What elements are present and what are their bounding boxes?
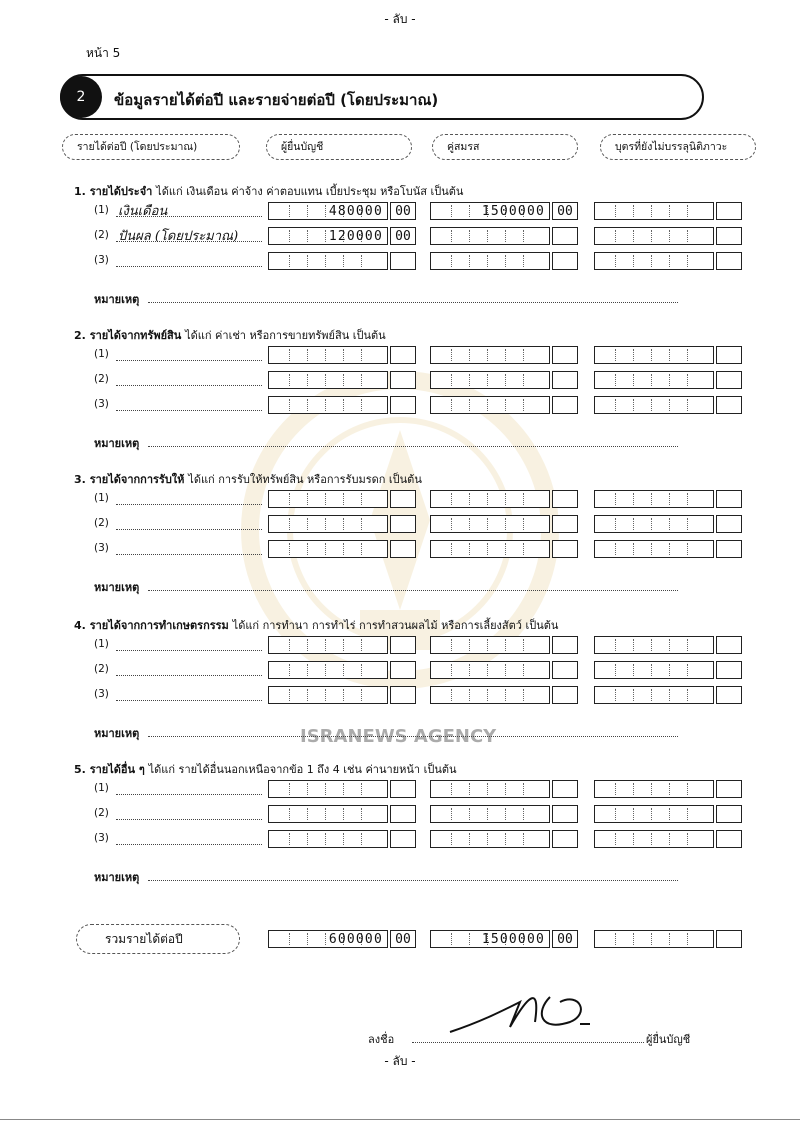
spouse-amount-main[interactable] <box>430 227 550 245</box>
filer-amount-main-value: 120000 <box>328 229 383 244</box>
child-amount-main[interactable] <box>594 202 714 220</box>
child-amount-dec-value <box>717 203 741 221</box>
child-amount-dec-value <box>717 637 741 655</box>
child-amount-dec-value <box>717 491 741 509</box>
spouse-amount-main[interactable] <box>430 805 550 823</box>
child-amount-dec-value <box>717 253 741 271</box>
child-amount-dec-value <box>717 687 741 705</box>
row-label: (3) <box>94 254 109 266</box>
page-bottom-rule <box>0 1119 800 1120</box>
filer-amount-main-value <box>273 806 383 824</box>
secret-header: - ลับ - <box>384 12 416 26</box>
row-description-line <box>116 640 262 651</box>
filer-amount-dec[interactable] <box>390 346 416 364</box>
row-label: (2) <box>94 807 109 819</box>
filer-amount-dec[interactable] <box>390 371 416 389</box>
filer-amount-main-value <box>273 637 383 655</box>
child-amount-main[interactable] <box>594 686 714 704</box>
filer-amount-dec-value: 00 <box>395 204 411 219</box>
filer-amount-main-value <box>273 253 383 271</box>
spouse-amount-dec[interactable] <box>552 346 578 364</box>
spouse-amount-dec-value <box>553 397 577 415</box>
secret-footer: - ลับ - <box>384 1054 416 1068</box>
child-amount-dec[interactable] <box>716 202 742 220</box>
spouse-amount-dec-value <box>553 541 577 559</box>
row-label: (1) <box>94 204 109 216</box>
section-heading: รายได้อื่น ๆ <box>89 763 145 776</box>
filer-amount-dec[interactable] <box>390 202 416 220</box>
total-filer-main-value: 600000 <box>328 932 383 947</box>
filer-amount-main[interactable] <box>268 805 388 823</box>
note-label: หมายเหตุ <box>94 581 140 594</box>
section-heading: รายได้จากการรับให้ <box>89 473 185 486</box>
child-amount-main[interactable] <box>594 396 714 414</box>
row-description-line <box>116 494 262 505</box>
child-amount-dec[interactable] <box>716 490 742 508</box>
section-number: 1. <box>74 185 86 198</box>
child-amount-main[interactable] <box>594 805 714 823</box>
filer-amount-main-value <box>273 372 383 390</box>
row-description-line <box>116 350 262 361</box>
filer-amount-main[interactable] <box>268 371 388 389</box>
filer-amount-main[interactable] <box>268 780 388 798</box>
child-amount-dec[interactable] <box>716 371 742 389</box>
filer-amount-dec[interactable] <box>390 636 416 654</box>
section-number: 4. <box>74 619 86 632</box>
section-heading: รายได้จากทรัพย์สิน <box>89 329 182 342</box>
spouse-amount-main-value <box>435 228 545 246</box>
total-child-dec[interactable] <box>716 930 742 948</box>
child-amount-dec[interactable] <box>716 661 742 679</box>
filer-amount-dec[interactable] <box>390 540 416 558</box>
child-amount-dec[interactable] <box>716 686 742 704</box>
spouse-amount-dec-value <box>553 491 577 509</box>
row-label: (2) <box>94 517 109 529</box>
section-title-1 <box>74 182 463 200</box>
child-amount-main[interactable] <box>594 780 714 798</box>
page-number: หน้า 5 <box>86 46 121 60</box>
filer-amount-dec-value <box>391 831 415 849</box>
filer-amount-main-value <box>273 491 383 509</box>
spouse-amount-main[interactable] <box>430 490 550 508</box>
child-amount-main[interactable] <box>594 371 714 389</box>
filer-amount-dec[interactable] <box>390 686 416 704</box>
spouse-amount-main-value <box>435 662 545 680</box>
total-spouse-main-value: 1500000 <box>481 932 545 947</box>
filer-amount-main[interactable] <box>268 396 388 414</box>
child-amount-main-value <box>599 541 709 559</box>
spouse-amount-dec[interactable] <box>552 661 578 679</box>
filer-amount-main[interactable] <box>268 686 388 704</box>
filer-amount-dec[interactable] <box>390 396 416 414</box>
spouse-amount-main-value <box>435 781 545 799</box>
filer-amount-dec[interactable] <box>390 830 416 848</box>
child-amount-main[interactable] <box>594 227 714 245</box>
child-amount-dec[interactable] <box>716 227 742 245</box>
note-line <box>148 726 678 737</box>
spouse-amount-main-value: 1500000 <box>481 204 545 219</box>
total-label: รวมรายได้ต่อปี <box>76 924 240 954</box>
spouse-amount-dec[interactable] <box>552 490 578 508</box>
section-number: 5. <box>74 763 86 776</box>
child-amount-main[interactable] <box>594 490 714 508</box>
section-description: ได้แก่ เงินเดือน ค่าจ้าง ค่าตอบแทน เบี้ยประชุม หรือโบนัส เป็นต้น <box>156 185 464 198</box>
filer-amount-dec[interactable] <box>390 515 416 533</box>
total-filer-dec[interactable] <box>390 930 416 948</box>
section-title-2 <box>74 326 386 344</box>
row-description-line <box>116 809 262 820</box>
filer-column-label: ผู้ยื่นบัญชี <box>266 134 412 160</box>
total-child-dec-value <box>717 931 741 949</box>
row-description-line <box>116 665 262 676</box>
filer-amount-dec[interactable] <box>390 252 416 270</box>
spouse-amount-main[interactable] <box>430 515 550 533</box>
row-label: (3) <box>94 398 109 410</box>
row-handwritten-text: เงินเดือน <box>118 204 168 219</box>
spouse-amount-dec[interactable] <box>552 636 578 654</box>
child-amount-main-value <box>599 491 709 509</box>
row-label: (2) <box>94 229 109 241</box>
child-amount-dec-value <box>717 372 741 390</box>
spouse-amount-main-value <box>435 516 545 534</box>
row-label: (1) <box>94 782 109 794</box>
spouse-amount-dec[interactable] <box>552 252 578 270</box>
child-amount-main-value <box>599 781 709 799</box>
spouse-amount-dec-value <box>553 806 577 824</box>
child-amount-main-value <box>599 397 709 415</box>
spouse-amount-main-value <box>435 637 545 655</box>
row-label: (1) <box>94 492 109 504</box>
note-label: หมายเหตุ <box>94 727 140 740</box>
section-description: ได้แก่ การรับให้ทรัพย์สิน หรือการรับมรดก เป็นต้น <box>188 473 422 486</box>
spouse-amount-dec-value <box>553 516 577 534</box>
filer-amount-main-value <box>273 347 383 365</box>
section-description: ได้แก่ การทำนา การทำไร่ การทำสวนผลไม้ หรือการเลี้ยงสัตว์ เป็นต้น <box>232 619 559 632</box>
child-amount-main-value <box>599 516 709 534</box>
child-amount-dec-value <box>717 781 741 799</box>
filer-amount-main-value <box>273 662 383 680</box>
row-description-line <box>116 256 262 267</box>
spouse-column-label: คู่สมรส <box>432 134 578 160</box>
filer-amount-main[interactable] <box>268 515 388 533</box>
child-amount-main[interactable] <box>594 661 714 679</box>
filer-amount-main[interactable] <box>268 540 388 558</box>
spouse-amount-dec-value <box>553 637 577 655</box>
total-spouse-dec-value: 00 <box>557 932 573 947</box>
note-line <box>148 436 678 447</box>
row-description-line <box>116 690 262 701</box>
child-amount-dec-value <box>717 662 741 680</box>
child-amount-main-value <box>599 203 709 221</box>
spouse-amount-dec[interactable] <box>552 540 578 558</box>
filer-amount-dec-value <box>391 806 415 824</box>
note-line <box>148 292 678 303</box>
filer-amount-main[interactable] <box>268 346 388 364</box>
filer-amount-main-value <box>273 516 383 534</box>
child-amount-dec-value <box>717 831 741 849</box>
spouse-amount-main[interactable] <box>430 396 550 414</box>
child-amount-dec-value <box>717 806 741 824</box>
child-amount-dec[interactable] <box>716 805 742 823</box>
spouse-amount-main[interactable] <box>430 686 550 704</box>
spouse-amount-dec[interactable] <box>552 396 578 414</box>
spouse-amount-main-value <box>435 831 545 849</box>
filer-amount-dec-value <box>391 662 415 680</box>
spouse-amount-main-value <box>435 397 545 415</box>
note-label: หมายเหตุ <box>94 293 140 306</box>
spouse-amount-dec[interactable] <box>552 371 578 389</box>
signature-scribble <box>440 982 610 1042</box>
total-child-main[interactable] <box>594 930 714 948</box>
row-description-line <box>116 400 262 411</box>
spouse-amount-dec[interactable] <box>552 805 578 823</box>
child-amount-dec-value <box>717 347 741 365</box>
filer-amount-main[interactable] <box>268 636 388 654</box>
filer-amount-dec-value <box>391 253 415 271</box>
child-amount-main-value <box>599 831 709 849</box>
filer-amount-main[interactable] <box>268 830 388 848</box>
row-label: (1) <box>94 348 109 360</box>
filer-amount-dec-value: 00 <box>395 229 411 244</box>
child-amount-dec[interactable] <box>716 515 742 533</box>
spouse-amount-main[interactable] <box>430 346 550 364</box>
spouse-amount-dec-value <box>553 831 577 849</box>
filer-amount-dec-value <box>391 397 415 415</box>
sign-label: ลงชื่อ <box>368 1033 395 1046</box>
total-spouse-dec[interactable] <box>552 930 578 948</box>
section-description: ได้แก่ รายได้อื่นนอกเหนือจากข้อ 1 ถึง 4 เช่น ค่านายหน้า เป็นต้น <box>148 763 457 776</box>
spouse-amount-main-value <box>435 541 545 559</box>
spouse-amount-dec-value <box>553 781 577 799</box>
filer-amount-main-value <box>273 831 383 849</box>
filer-amount-dec[interactable] <box>390 227 416 245</box>
spouse-amount-dec-value <box>553 687 577 705</box>
row-description-line <box>116 834 262 845</box>
child-amount-main[interactable] <box>594 252 714 270</box>
filer-amount-main[interactable] <box>268 227 388 245</box>
child-amount-main-value <box>599 687 709 705</box>
filer-amount-dec-value <box>391 781 415 799</box>
spouse-amount-dec[interactable] <box>552 780 578 798</box>
spouse-amount-main-value <box>435 687 545 705</box>
spouse-amount-main[interactable] <box>430 636 550 654</box>
child-amount-main-value <box>599 637 709 655</box>
spouse-amount-main[interactable] <box>430 202 550 220</box>
section-description: ได้แก่ ค่าเช่า หรือการขายทรัพย์สิน เป็นต้น <box>185 329 386 342</box>
income-column-label: รายได้ต่อปี (โดยประมาณ) <box>62 134 240 160</box>
section-heading: รายได้จากการทำเกษตรกรรม <box>89 619 229 632</box>
child-amount-main[interactable] <box>594 540 714 558</box>
child-amount-dec[interactable] <box>716 396 742 414</box>
spouse-amount-main[interactable] <box>430 830 550 848</box>
section-title-4 <box>74 616 558 634</box>
spouse-amount-dec[interactable] <box>552 202 578 220</box>
filer-amount-dec-value <box>391 347 415 365</box>
spouse-amount-dec[interactable] <box>552 686 578 704</box>
row-description-line <box>116 784 262 795</box>
child-amount-dec[interactable] <box>716 346 742 364</box>
spouse-amount-dec-value: 00 <box>557 204 573 219</box>
child-amount-dec-value <box>717 516 741 534</box>
filer-amount-dec-value <box>391 687 415 705</box>
filer-amount-main-value <box>273 541 383 559</box>
filer-amount-main-value <box>273 687 383 705</box>
child-amount-main[interactable] <box>594 515 714 533</box>
section-title-5 <box>74 760 457 778</box>
row-description-line <box>116 519 262 530</box>
total-spouse-main[interactable] <box>430 930 550 948</box>
spouse-amount-main[interactable] <box>430 540 550 558</box>
filer-amount-dec-value <box>391 637 415 655</box>
filer-amount-main-value: 480000 <box>328 204 383 219</box>
spouse-amount-dec-value <box>553 228 577 246</box>
watermark-text: ISRANEWS AGENCY <box>300 726 497 747</box>
row-label: (3) <box>94 832 109 844</box>
spouse-amount-dec-value <box>553 372 577 390</box>
spouse-amount-dec[interactable] <box>552 515 578 533</box>
child-column-label: บุตรที่ยังไม่บรรลุนิติภาวะ <box>600 134 756 160</box>
spouse-amount-dec-value <box>553 662 577 680</box>
filer-amount-dec-value <box>391 372 415 390</box>
spouse-amount-dec[interactable] <box>552 830 578 848</box>
row-label: (2) <box>94 663 109 675</box>
row-description-line <box>116 375 262 386</box>
filer-amount-main[interactable] <box>268 661 388 679</box>
child-amount-dec-value <box>717 228 741 246</box>
filer-amount-dec-value <box>391 541 415 559</box>
row-label: (1) <box>94 638 109 650</box>
spouse-amount-main-value <box>435 253 545 271</box>
child-amount-main-value <box>599 347 709 365</box>
child-amount-main-value <box>599 806 709 824</box>
spouse-amount-main-value <box>435 372 545 390</box>
spouse-amount-main[interactable] <box>430 661 550 679</box>
row-label: (2) <box>94 373 109 385</box>
filer-amount-dec[interactable] <box>390 780 416 798</box>
spouse-amount-dec[interactable] <box>552 227 578 245</box>
spouse-amount-dec-value <box>553 253 577 271</box>
note-label: หมายเหตุ <box>94 437 140 450</box>
total-child-main-value <box>599 931 709 949</box>
signer-role: ผู้ยื่นบัญชี <box>646 1033 691 1046</box>
filer-amount-dec[interactable] <box>390 490 416 508</box>
spouse-amount-main-value <box>435 806 545 824</box>
child-amount-dec[interactable] <box>716 636 742 654</box>
banner-title: ข้อมูลรายได้ต่อปี และรายจ่ายต่อปี (โดยประมาณ) <box>114 91 439 109</box>
filer-amount-main[interactable] <box>268 252 388 270</box>
filer-amount-main[interactable] <box>268 490 388 508</box>
filer-amount-dec-value <box>391 516 415 534</box>
child-amount-dec[interactable] <box>716 830 742 848</box>
filer-amount-dec[interactable] <box>390 661 416 679</box>
child-amount-main-value <box>599 228 709 246</box>
child-amount-main[interactable] <box>594 636 714 654</box>
row-description-line <box>116 544 262 555</box>
row-label: (3) <box>94 688 109 700</box>
child-amount-main[interactable] <box>594 830 714 848</box>
filer-amount-dec-value <box>391 491 415 509</box>
total-filer-main[interactable] <box>268 930 388 948</box>
section-heading: รายได้ประจำ <box>89 185 153 198</box>
child-amount-dec[interactable] <box>716 252 742 270</box>
filer-amount-dec[interactable] <box>390 805 416 823</box>
spouse-amount-main-value <box>435 347 545 365</box>
note-line <box>148 580 678 591</box>
section-number: 3. <box>74 473 86 486</box>
spouse-amount-main[interactable] <box>430 252 550 270</box>
filer-amount-main-value <box>273 397 383 415</box>
filer-amount-main-value <box>273 781 383 799</box>
child-amount-dec-value <box>717 541 741 559</box>
spouse-amount-main-value <box>435 491 545 509</box>
child-amount-main-value <box>599 662 709 680</box>
spouse-amount-main[interactable] <box>430 780 550 798</box>
row-label: (3) <box>94 542 109 554</box>
child-amount-main[interactable] <box>594 346 714 364</box>
filer-amount-main[interactable] <box>268 202 388 220</box>
spouse-amount-dec-value <box>553 347 577 365</box>
row-handwritten-text: ปันผล (โดยประมาณ) <box>118 229 239 244</box>
banner-number: 2 <box>60 76 102 118</box>
child-amount-dec-value <box>717 397 741 415</box>
spouse-amount-main[interactable] <box>430 371 550 389</box>
section-title-3 <box>74 470 422 488</box>
total-filer-dec-value: 00 <box>395 932 411 947</box>
note-label: หมายเหตุ <box>94 871 140 884</box>
child-amount-main-value <box>599 372 709 390</box>
note-line <box>148 870 678 881</box>
section-number: 2. <box>74 329 86 342</box>
child-amount-dec[interactable] <box>716 540 742 558</box>
child-amount-main-value <box>599 253 709 271</box>
child-amount-dec[interactable] <box>716 780 742 798</box>
